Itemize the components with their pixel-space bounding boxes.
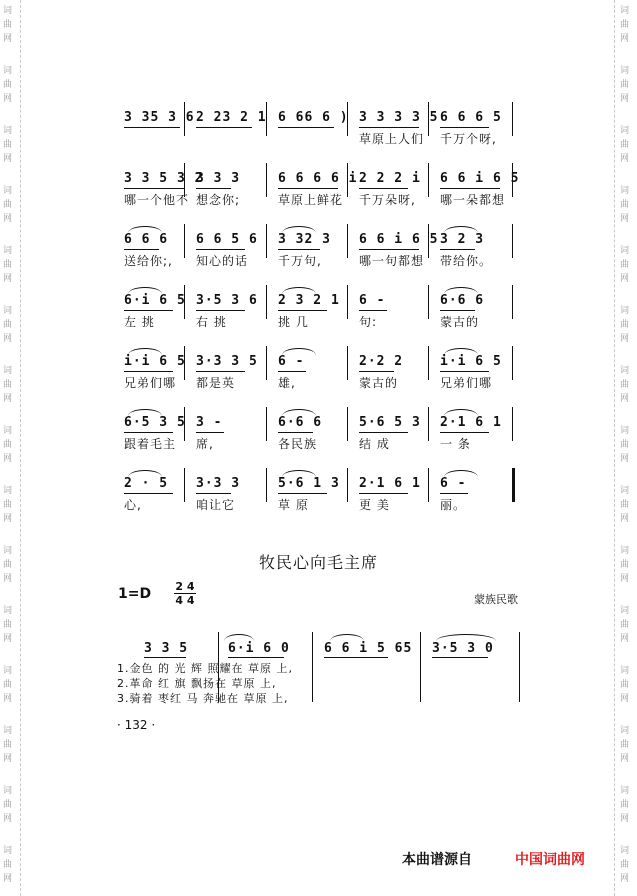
watermark-glyph: 网 [620,454,630,464]
lyric-text: 各民族 [278,437,318,451]
beam-underline [278,127,334,128]
watermark-glyph: 词 [620,726,630,736]
watermark-glyph: 网 [3,814,13,824]
measure-notes: 2 · 5 [124,476,169,491]
right-watermark-strip [617,0,637,896]
bar-line [266,468,267,502]
measure-notes: 2 23 2 1 [196,110,267,125]
bar-line [420,632,421,702]
verse-line-2: 2.革命 红 旗 飘扬在 草原 上, [117,677,277,690]
bar-line [519,632,520,702]
bar-line [347,346,348,380]
measure-notes: 2·2 2 [359,354,404,369]
measure-notes: 6·i 6 5 [124,293,186,308]
watermark-glyph: 曲 [620,560,630,570]
beam-underline [278,432,313,433]
lyric-text: 丽。 [440,498,467,512]
watermark-glyph: 词 [3,546,13,556]
bar-line [266,407,267,441]
verse-line-3: 3.骑着 枣红 马 奔驰在 草原 上, [117,692,289,705]
beam-underline [124,371,173,372]
beam-underline [124,493,173,494]
lyric-text: 知心的话 [196,254,249,268]
measure-notes: i·i 6 5 [124,354,186,369]
song-attribution: 蒙族民歌 [474,593,518,606]
watermark-glyph: 网 [3,34,13,44]
watermark-glyph: 曲 [620,500,630,510]
key-signature: 1=D [118,586,152,602]
watermark-glyph: 曲 [620,140,630,150]
lyric-text: 心, [124,498,142,512]
watermark-glyph: 曲 [620,860,630,870]
lyric-text: 哪一句都想 [359,254,425,268]
watermark-glyph: 网 [620,574,630,584]
bar-line [512,346,513,380]
slur-mark [444,348,478,355]
watermark-glyph: 曲 [3,200,13,210]
slur-mark [444,470,478,477]
beam-underline [278,371,306,372]
bar-line [428,285,429,319]
slur-mark [282,470,316,477]
measure-notes: 6·5 3 5 [124,415,186,430]
lyric-text: 席, [196,437,214,451]
bar-line [266,346,267,380]
beam-underline [278,493,327,494]
beam-underline [440,493,468,494]
score-line [120,474,520,514]
watermark-glyph: 曲 [3,860,13,870]
lyric-text: 千万朵呀, [359,193,416,207]
watermark-glyph: 曲 [3,620,13,630]
bar-line [266,224,267,258]
beam-underline [124,127,180,128]
lyric-text: 右 挑 [196,315,227,329]
beam-underline [196,493,231,494]
beam-underline [196,432,224,433]
bar-line [347,285,348,319]
beam-underline [359,127,419,128]
watermark-glyph: 词 [620,126,630,136]
bar-line [428,346,429,380]
bar-line [347,468,348,502]
beam-underline [359,188,408,189]
measure-notes: 6 6 5 6 [196,232,258,247]
lyric-text: 一 条 [440,437,471,451]
watermark-glyph: 网 [3,214,13,224]
measure-notes: 3 32 3 [278,232,331,247]
watermark-glyph: 曲 [3,800,13,810]
slur-mark [224,634,254,641]
slur-mark [128,470,162,477]
song-title: 牧民心向毛主席 [258,553,378,572]
watermark-glyph: 网 [620,814,630,824]
watermark-glyph: 曲 [620,440,630,450]
watermark-glyph: 词 [3,366,13,376]
slur-mark [330,634,364,641]
beam-underline [196,127,252,128]
beam-underline [359,493,408,494]
watermark-glyph: 网 [3,634,13,644]
slur-mark [444,226,478,233]
slur-mark [128,348,162,355]
watermark-glyph: 词 [3,6,13,16]
slur-mark [282,409,316,416]
lyric-text: 蒙古的 [359,376,399,390]
watermark-glyph: 词 [620,486,630,496]
bar-line [428,407,429,441]
slur-mark [282,287,316,294]
watermark-glyph: 网 [3,274,13,284]
watermark-glyph: 网 [3,94,13,104]
measure-notes: 3 3 3 3 5 [359,110,439,125]
watermark-glyph: 网 [3,154,13,164]
watermark-glyph: 词 [3,786,13,796]
watermark-glyph: 网 [620,334,630,344]
page-number: · 132 · [117,718,156,732]
score-line [120,230,520,270]
measure-notes: 6 6 6 6 i [278,171,358,186]
measure-notes: 6 - [278,354,305,369]
slur-mark [436,634,496,641]
watermark-glyph: 曲 [3,80,13,90]
watermark-glyph: 词 [3,666,13,676]
beam-underline [196,371,245,372]
watermark-glyph: 曲 [620,800,630,810]
lyric-text: 句: [359,315,378,329]
score-line [120,291,520,331]
watermark-glyph: 网 [3,754,13,764]
measure-notes: 6 6 i 6 5 [440,171,520,186]
watermark-glyph: 曲 [3,740,13,750]
score-line [120,352,520,392]
beam-underline [124,188,184,189]
watermark-glyph: 词 [3,246,13,256]
watermark-glyph: 曲 [3,500,13,510]
measure-notes: 6·i 6 0 [228,641,290,656]
left-margin-line [20,0,21,896]
bar-line [428,163,429,197]
lyric-text: 咱让它 [196,498,236,512]
watermark-glyph: 曲 [3,140,13,150]
time-signature-top: 2 4 [175,580,195,593]
bar-line [512,102,513,136]
slur-mark [128,287,162,294]
beam-underline [196,310,245,311]
lyric-text: 结 成 [359,437,390,451]
watermark-glyph: 曲 [620,680,630,690]
beam-underline [124,432,173,433]
watermark-glyph: 词 [3,126,13,136]
lyric-text: 雄, [278,376,296,390]
measure-notes: 6 66 6 ) [278,110,349,125]
lyric-text: 哪一个他不 [124,193,190,207]
lyric-text: 草原上鲜花 [278,193,344,207]
lyric-text: 千万个呀, [440,132,497,146]
measure-notes: 3·3 3 [196,476,241,491]
watermark-glyph: 词 [620,786,630,796]
bar-line [512,224,513,258]
beam-underline [440,249,475,250]
bar-line [266,285,267,319]
watermark-glyph: 曲 [3,320,13,330]
watermark-glyph: 曲 [620,80,630,90]
beam-underline [440,188,500,189]
measure-notes: 6·6 6 [440,293,485,308]
beam-underline [359,249,419,250]
watermark-glyph: 曲 [620,260,630,270]
beam-underline [324,657,388,658]
lyric-text: 送给你;, [124,254,173,268]
watermark-glyph: 网 [3,874,13,884]
watermark-glyph: 曲 [3,560,13,570]
beam-underline [440,432,489,433]
measure-notes: 5·6 1 3 [278,476,340,491]
watermark-glyph: 词 [620,546,630,556]
bar-line [184,468,185,502]
measure-notes: 6 - [359,293,386,308]
lyric-text: 左 挑 [124,315,155,329]
beam-underline [359,371,394,372]
watermark-glyph: 网 [620,694,630,704]
verse-line-1: 1.金色 的 光 辉 照耀在 草原 上, [117,662,293,675]
watermark-glyph: 词 [620,666,630,676]
beam-underline [196,188,231,189]
watermark-glyph: 网 [620,754,630,764]
lyric-text: 想念你; [196,193,241,207]
bar-line [184,224,185,258]
lyric-text: 带给你。 [440,254,493,268]
watermark-glyph: 词 [620,246,630,256]
watermark-glyph: 网 [620,874,630,884]
watermark-glyph: 网 [620,634,630,644]
left-watermark-strip [0,0,20,896]
watermark-glyph: 曲 [620,380,630,390]
watermark-glyph: 网 [620,514,630,524]
watermark-glyph: 曲 [3,260,13,270]
footer-site-name[interactable]: 中国词曲网 [515,852,585,868]
watermark-glyph: 网 [3,574,13,584]
beam-underline [278,310,327,311]
watermark-glyph: 网 [3,454,13,464]
watermark-glyph: 网 [3,334,13,344]
watermark-glyph: 曲 [620,20,630,30]
bar-line [512,407,513,441]
lyric-text: 跟着毛主 [124,437,177,451]
measure-notes: 2·1 6 1 [440,415,502,430]
measure-notes: 5·6 5 3 [359,415,421,430]
lyric-text: 兄弟们哪 [124,376,177,390]
beam-underline [359,310,387,311]
measure-notes: 6 6 6 5 [440,110,502,125]
lyric-text: 兄弟们哪 [440,376,493,390]
measure-notes: 3 3 5 3 2 [124,171,204,186]
watermark-glyph: 网 [620,94,630,104]
score-line [120,413,520,453]
slur-mark [128,409,162,416]
watermark-glyph: 网 [3,514,13,524]
watermark-glyph: 词 [3,186,13,196]
bar-line [266,163,267,197]
time-signature-bottom: 4 4 [175,594,195,607]
watermark-glyph: 词 [620,66,630,76]
watermark-glyph: 网 [620,154,630,164]
watermark-glyph: 曲 [3,20,13,30]
watermark-glyph: 词 [3,486,13,496]
watermark-glyph: 词 [3,306,13,316]
beam-underline [196,249,245,250]
watermark-glyph: 词 [620,606,630,616]
lyric-text: 草原上人们 [359,132,425,146]
measure-notes: 3 35 3 6 [124,110,195,125]
watermark-glyph: 曲 [620,200,630,210]
bar-line [347,224,348,258]
measure-notes: 6 - [440,476,467,491]
measure-notes: 2·1 6 1 [359,476,421,491]
measure-notes: 3 - [196,415,223,430]
lyric-text: 挑 几 [278,315,309,329]
watermark-glyph: 词 [620,366,630,376]
measure-notes: 3 3 5 [144,641,189,656]
watermark-glyph: 词 [3,66,13,76]
watermark-glyph: 词 [3,606,13,616]
measure-notes: 2 2 2 i [359,171,421,186]
bar-line [512,468,515,502]
beam-underline [278,188,338,189]
measure-notes: 6·6 6 [278,415,323,430]
measure-notes: 2 3 2 1 [278,293,340,308]
watermark-glyph: 曲 [620,320,630,330]
beam-underline [440,310,475,311]
measure-notes: 3·5 3 0 [432,641,494,656]
watermark-glyph: 词 [620,846,630,856]
slur-mark [444,409,478,416]
measure-notes: 3 2 3 [440,232,485,247]
beam-underline [440,371,489,372]
measure-notes: 6 6 i 5 65 [324,641,413,656]
watermark-glyph: 网 [620,34,630,44]
slur-mark [444,287,478,294]
beam-underline [228,657,284,658]
measure-notes: 6 6 6 [124,232,169,247]
bar-line [347,407,348,441]
bar-line [428,468,429,502]
watermark-glyph: 词 [3,846,13,856]
beam-underline [432,657,488,658]
watermark-glyph: 词 [3,726,13,736]
watermark-glyph: 网 [620,394,630,404]
measure-notes: 3 3 3 [196,171,241,186]
lyric-text: 更 美 [359,498,390,512]
slur-mark [128,226,162,233]
lyric-text: 哪一朵都想 [440,193,506,207]
beam-underline [359,432,408,433]
score-line [120,108,520,148]
watermark-glyph: 网 [620,274,630,284]
slur-mark [282,348,316,355]
measure-notes: 3·3 3 5 [196,354,258,369]
beam-underline [144,657,186,658]
lyric-text: 草 原 [278,498,309,512]
lyric-text: 蒙古的 [440,315,480,329]
beam-underline [124,310,173,311]
lyric-text: 都是英 [196,376,236,390]
beam-underline [124,249,159,250]
measure-notes: 3·5 3 6 [196,293,258,308]
watermark-glyph: 词 [620,186,630,196]
watermark-glyph: 词 [620,306,630,316]
beam-underline [278,249,320,250]
watermark-glyph: 词 [620,6,630,16]
watermark-glyph: 曲 [620,740,630,750]
measure-notes: i·i 6 5 [440,354,502,369]
watermark-glyph: 曲 [3,440,13,450]
footer-source-label: 本曲谱源自 [402,852,472,868]
watermark-glyph: 网 [3,394,13,404]
right-margin-line [614,0,615,896]
score-line [120,169,520,209]
time-signature [174,581,196,606]
bar-line [312,632,313,702]
watermark-glyph: 曲 [3,680,13,690]
bar-line [512,285,513,319]
lyric-text: 千万句, [278,254,322,268]
beam-underline [440,127,489,128]
watermark-glyph: 曲 [3,380,13,390]
slur-mark [282,226,316,233]
watermark-glyph: 词 [3,426,13,436]
watermark-glyph: 词 [620,426,630,436]
watermark-glyph: 网 [620,214,630,224]
measure-notes: 6 6 i 6 5 [359,232,439,247]
watermark-glyph: 网 [3,694,13,704]
watermark-glyph: 曲 [620,620,630,630]
